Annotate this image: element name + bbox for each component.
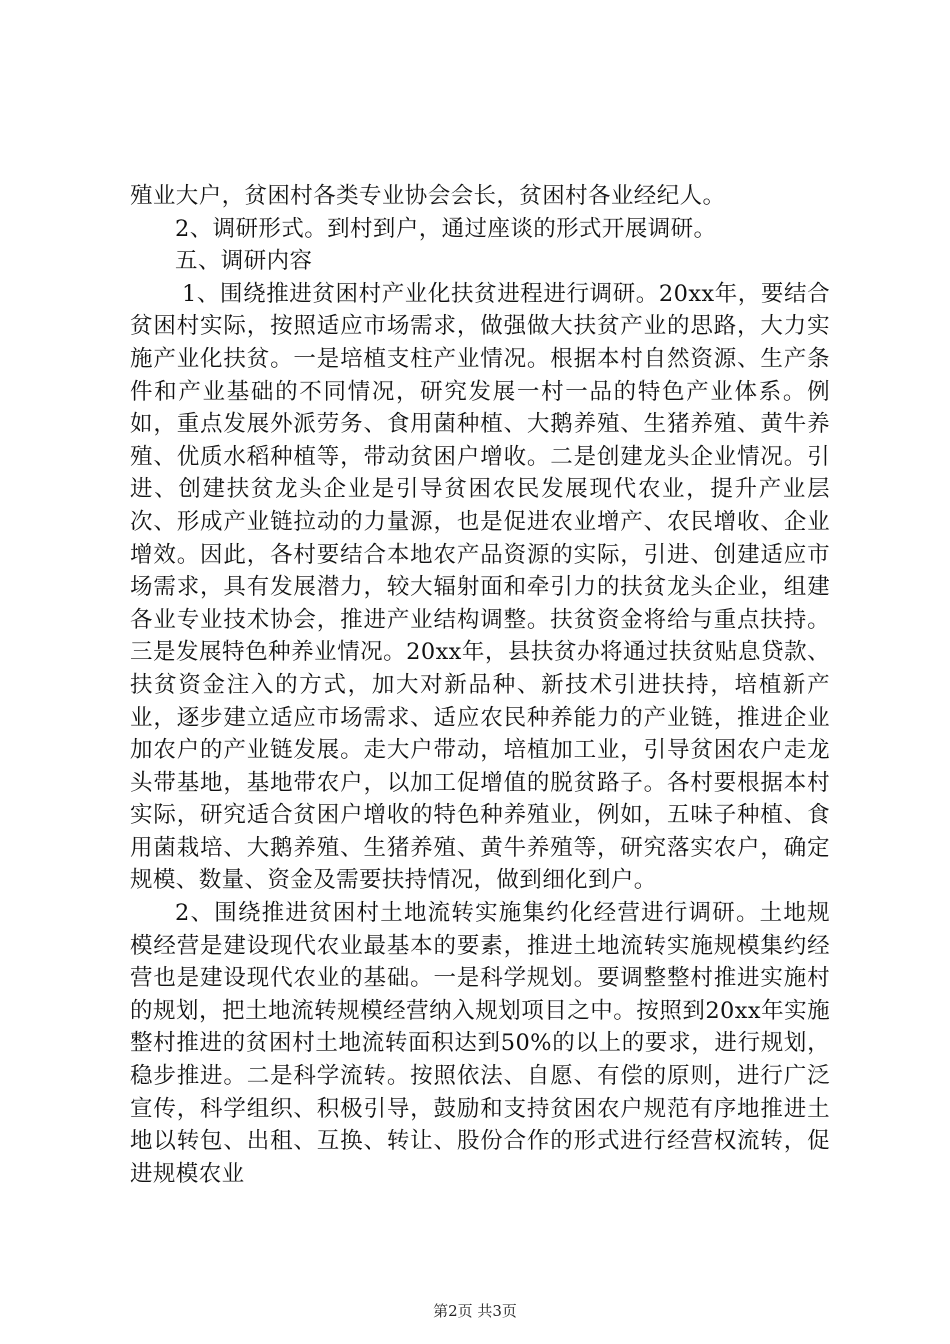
document-body	[130, 180, 830, 1190]
page-number-footer: 第2页 共3页	[433, 1302, 517, 1320]
paragraph-research-form: 2、调研形式。到村到户，通过座谈的形式开展调研。	[175, 215, 717, 242]
paragraph-industrialization: 1、围绕推进贫困村产业化扶贫进程进行调研。20xx年，要结合贫困村实际，按照适应市场需求，做强做大扶贫产业的思路，大力实施产业化扶贫。一是培植支柱产业情况。根据本村自然资源、生产条件和产业基础的不同情况，研究发展一村一品的特色产业体系。例如，重点发展外派劳务、食用菌种植、大鹅养殖、生猪养殖、黄牛养殖、优质水稻种植等，带动贫困户增收。二是创建龙头企业情况。引进、创建扶贫龙头企业是引导贫困农民发展现代农业，提升产业层次、形成产业链拉动的力量源，也是促进农业增产、农民增收、企业增效。因此，各村要结合本地农产品资源的实际，引进、创建适应市场需求，具有发展潜力，较大辐射面和牵引力的扶贫龙头企业，组建各业专业技术协会，推进产业结构调整。扶贫资金将给与重点扶持。三是发展特色种养业情况。20xx年，县扶贫办将通过扶贫贴息贷款、扶贫资金注入的方式，加大对新品种、新技术引进扶持，培植新产业，逐步建立适应市场需求、适应农民种养能力的产业链，推进企业加农户的产业链发展。走大户带动，培植加工业，引导贫困农户走龙头带基地，基地带农户，以加工促增值的脱贫路子。各村要根据本村实际，研究适合贫困户增收的特色种养殖业，例如，五味子种植、食用菌栽培、大鹅养殖、生猪养殖、黄牛养殖等，研究落实农户，确定规模、数量、资金及需要扶持情况，做到细化到户。	[130, 280, 830, 894]
section-heading-research-content: 五、调研内容	[175, 248, 313, 275]
paragraph-land-transfer: 2、围绕推进贫困村土地流转实施集约化经营进行调研。土地规模经营是建设现代农业最基本的要素，推进土地流转实施规模集约经营也是建设现代农业的基础。一是科学规划。要调整整村推进实施村的规划，把土地流转规模经营纳入规划项目之中。按照到20xx年实施整村推进的贫困村土地流转面积达到50%的以上的要求，进行规划，稳步推进。二是科学流转。按照依法、自愿、有偿的原则，进行广泛宣传，科学组织、积极引导，鼓励和支持贫困农户规范有序地推进土地以转包、出租、互换、转让、股份合作的形式进行经营权流转，促进规模农业	[130, 900, 830, 1187]
paragraph-continuation: 殖业大户，贫困村各类专业协会会长，贫困村各业经纪人。	[130, 183, 726, 209]
